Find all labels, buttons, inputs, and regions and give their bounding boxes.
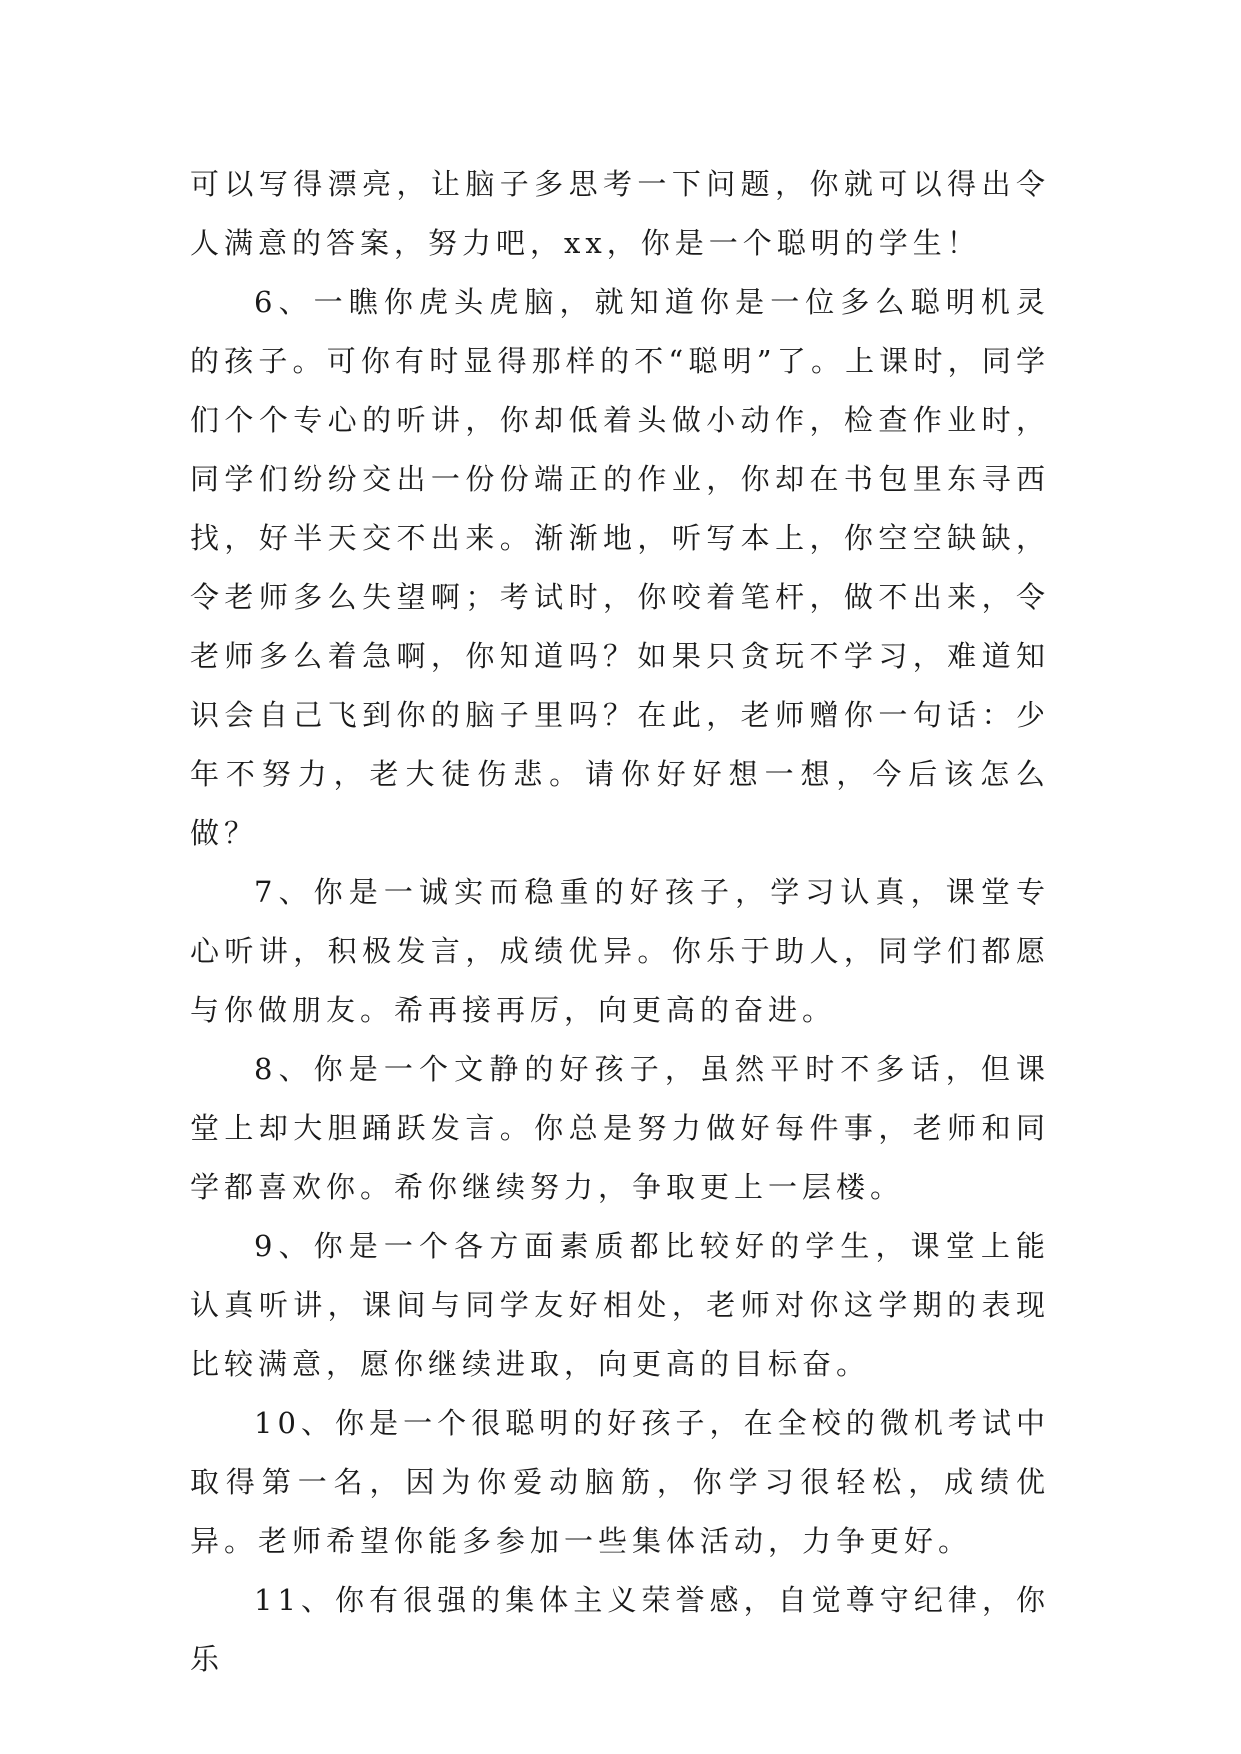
paragraph-comment-6: 6、一瞧你虎头虎脑，就知道你是一位多么聪明机灵的孩子。可你有时显得那样的不“聪明”了。上课时，同学们个个专心的听讲，你却低着头做小动作，检查作业时，同学们纷纷交出一份份端正的作业，你却在书包里东寻西找，好半天交不出来。渐渐地，听写本上，你空空缺缺，令老师多么失望啊；考试时，你咬着笔杆，做不出来，令老师多么着急啊，你知道吗？如果只贪玩不学习，难道知识会自己飞到你的脑子里吗？在此，老师赠你一句话：少年不努力，老大徒伤悲。请你好好想一想，今后该怎么做？ bbox=[190, 285, 1050, 850]
paragraph-comment-7: 7、你是一诚实而稳重的好孩子，学习认真，课堂专心听讲，积极发言，成绩优异。你乐于助人，同学们都愿与你做朋友。希再接再厉，向更高的奋进。 bbox=[190, 875, 1050, 1027]
paragraph-comment-9: 9、你是一个各方面素质都比较好的学生，课堂上能认真听讲，课间与同学友好相处，老师对你这学期的表现比较满意，愿你继续进取，向更高的目标奋。 bbox=[190, 1229, 1050, 1381]
paragraph-comment-10: 10、你是一个很聪明的好孩子，在全校的微机考试中取得第一名，因为你爱动脑筋，你学习很轻松，成绩优异。老师希望你能多参加一些集体活动，力争更好。 bbox=[190, 1406, 1050, 1558]
paragraph-comment-11: 11、你有很强的集体主义荣誉感，自觉尊守纪律，你乐 bbox=[190, 1583, 1050, 1676]
document-page bbox=[190, 155, 1050, 1689]
paragraph-continuation: 可以写得漂亮，让脑子多思考一下问题，你就可以得出令人满意的答案，努力吧，xx，你是一个聪明的学生！ bbox=[190, 167, 1050, 260]
paragraph-comment-8: 8、你是一个文静的好孩子，虽然平时不多话，但课堂上却大胆踊跃发言。你总是努力做好每件事，老师和同学都喜欢你。希你继续努力，争取更上一层楼。 bbox=[190, 1052, 1050, 1204]
